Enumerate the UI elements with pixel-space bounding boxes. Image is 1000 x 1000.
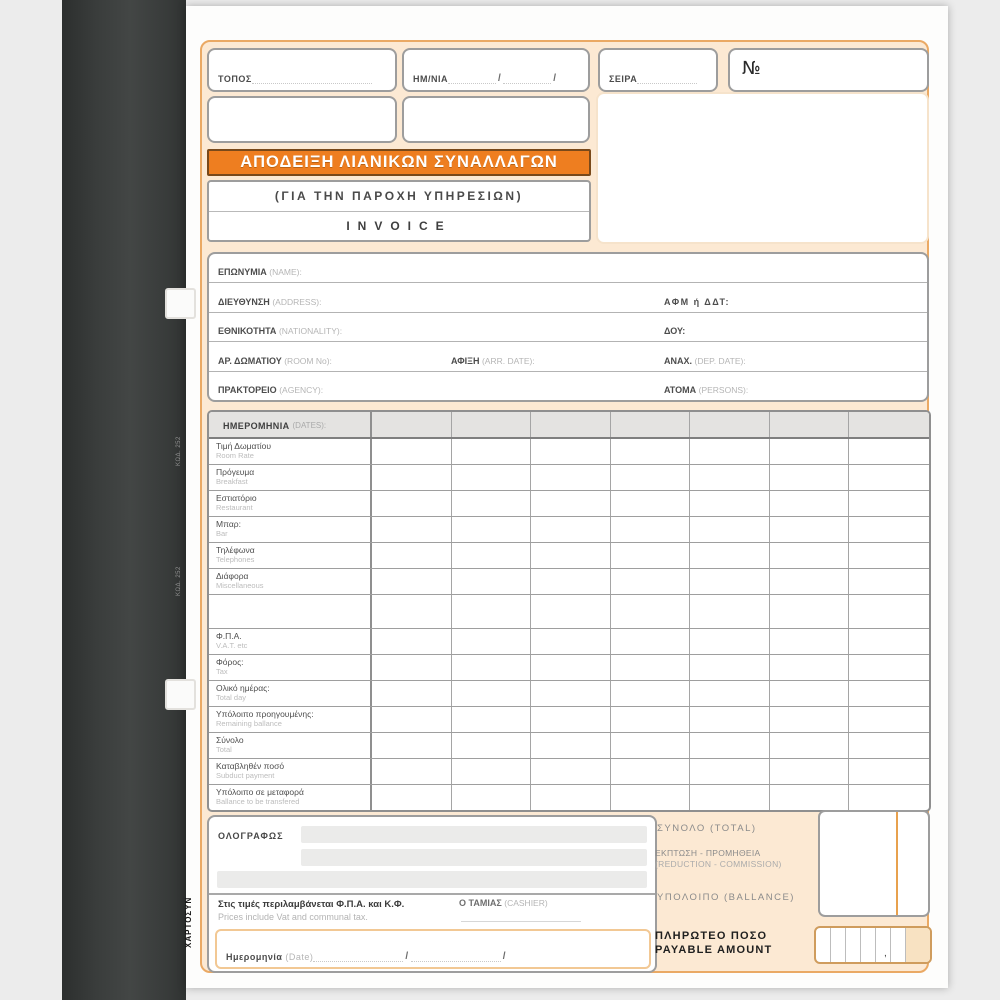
- series-field-box[interactable]: [598, 48, 718, 92]
- date-column-header[interactable]: [611, 412, 691, 437]
- reduction-label-en: (REDUCTION - COMMISSION): [655, 859, 782, 869]
- tax-note-english: Prices include Vat and communal tax.: [218, 912, 368, 922]
- table-cell[interactable]: [531, 707, 611, 732]
- payable-decimal-mark: ,: [884, 948, 887, 959]
- table-row: [209, 569, 929, 595]
- table-cell[interactable]: [531, 629, 611, 654]
- table-cell[interactable]: [611, 629, 691, 654]
- table-cell[interactable]: [770, 595, 850, 629]
- payable-digit-cell[interactable]: [831, 928, 846, 962]
- info-row-room[interactable]: ΑΡ. ΔΩΜΑΤΙΟΥ (ROOM No): ΑΦΙΞΗ (ARR. DATE): ΑΝΑΧ. (DEP. DATE):: [209, 342, 927, 371]
- margin-note-top: ΚΩΔ. 252: [176, 436, 182, 466]
- in-words-line[interactable]: [217, 871, 647, 888]
- date-label: ΗΜ/ΝΙΑ: [413, 74, 448, 84]
- blank-field-box-2[interactable]: [402, 96, 590, 143]
- blank-field-box-1[interactable]: [207, 96, 397, 143]
- tax-note-greek: Στις τιμές περιλαμβάνεται Φ.Π.Α. και Κ.Φ.: [218, 899, 405, 910]
- table-cell[interactable]: [531, 785, 611, 810]
- table-row: [209, 517, 929, 543]
- table-cell[interactable]: [531, 439, 611, 464]
- table-cell[interactable]: [849, 707, 929, 732]
- table-cell[interactable]: [849, 569, 929, 594]
- decimal-guide-line: [896, 812, 898, 847]
- table-cell[interactable]: [531, 517, 611, 542]
- table-cell[interactable]: [531, 465, 611, 490]
- table-cell[interactable]: [770, 655, 850, 680]
- table-cell[interactable]: [452, 439, 532, 464]
- table-cell[interactable]: [690, 595, 770, 629]
- table-cell[interactable]: [690, 569, 770, 594]
- table-cell[interactable]: [770, 707, 850, 732]
- table-cell[interactable]: [849, 543, 929, 568]
- table-cell[interactable]: [372, 595, 452, 629]
- row-label: Πρόγευμα Breakfast: [209, 465, 372, 490]
- table-cell[interactable]: [770, 759, 850, 784]
- series-label: ΣΕΙΡΑ: [609, 74, 638, 84]
- table-cell[interactable]: [611, 439, 691, 464]
- subtitle-services: (ΓΙΑ ΤΗΝ ΠΑΡΟΧΗ ΥΠΗΡΕΣΙΩΝ): [209, 182, 589, 212]
- table-cell[interactable]: [452, 733, 532, 758]
- payable-digit-cell[interactable]: [846, 928, 861, 962]
- table-cell[interactable]: [770, 733, 850, 758]
- table-cell[interactable]: [452, 595, 532, 629]
- numero-symbol: №: [742, 58, 761, 79]
- table-cell[interactable]: [372, 517, 452, 542]
- table-cell[interactable]: [611, 785, 691, 810]
- table-cell[interactable]: [690, 543, 770, 568]
- table-cell[interactable]: [611, 569, 691, 594]
- table-cell[interactable]: [690, 785, 770, 810]
- table-cell[interactable]: [849, 655, 929, 680]
- number-field-box[interactable]: [728, 48, 929, 92]
- table-cell[interactable]: [531, 733, 611, 758]
- table-row: [209, 733, 929, 759]
- date-column-header[interactable]: [452, 412, 532, 437]
- row-label: Διάφορα Miscellaneous: [209, 569, 372, 594]
- table-cell[interactable]: [849, 733, 929, 758]
- table-cell[interactable]: [849, 681, 929, 706]
- persons-label: ΑΤΟΜΑ: [664, 385, 697, 396]
- row-label: Εστιατόριο Restaurant: [209, 491, 372, 516]
- reduction-label: ΕΚΠΤΩΣΗ - ΠΡΟΜΗΘΕΙΑ: [655, 848, 761, 858]
- table-cell[interactable]: [372, 465, 452, 490]
- table-cell[interactable]: [690, 491, 770, 516]
- table-cell[interactable]: [849, 629, 929, 654]
- table-row: [209, 785, 929, 810]
- agency-label: ΠΡΑΚΤΟΡΕΙΟ: [218, 385, 277, 396]
- place-label: ΤΟΠΟΣ: [218, 74, 252, 84]
- amount-in-words-box: ΟΛΟΓΡΑΦΩΣ Στις τιμές περιλαμβάνεται Φ.Π.Α. και Κ.Φ. Prices include Vat and communal tax. Ο ΤΑΜΙΑΣ (CASHIER) Ημερομηνία (Date) / /: [207, 815, 657, 973]
- in-words-label: ΟΛΟΓΡΑΦΩΣ: [218, 831, 284, 841]
- table-cell[interactable]: [611, 681, 691, 706]
- table-cell[interactable]: [452, 543, 532, 568]
- payable-amount-box[interactable]: [814, 926, 932, 964]
- table-cell[interactable]: [372, 785, 452, 810]
- table-row: [209, 629, 929, 655]
- table-cell[interactable]: [849, 595, 929, 629]
- table-cell[interactable]: [452, 629, 532, 654]
- table-cell[interactable]: [611, 707, 691, 732]
- table-cell[interactable]: [452, 569, 532, 594]
- table-cell[interactable]: [531, 655, 611, 680]
- table-cell[interactable]: [690, 465, 770, 490]
- row-label: Σύνολο Total: [209, 733, 372, 758]
- date-column-header[interactable]: [770, 412, 850, 437]
- table-cell[interactable]: [611, 465, 691, 490]
- table-cell[interactable]: [372, 629, 452, 654]
- date-field-box[interactable]: [402, 48, 590, 92]
- room-no-label: ΑΡ. ΔΩΜΑΤΙΟΥ: [218, 355, 282, 366]
- table-cell[interactable]: [849, 465, 929, 490]
- total-value-box[interactable]: [818, 810, 930, 849]
- date-column-header[interactable]: [690, 412, 770, 437]
- table-cell[interactable]: [849, 759, 929, 784]
- table-cell[interactable]: [531, 543, 611, 568]
- table-cell[interactable]: [611, 733, 691, 758]
- row-label: Τιμή Δωματίου Room Rate: [209, 439, 372, 464]
- table-cell[interactable]: [611, 543, 691, 568]
- nationality-label: ΕΘΝΙΚΟΤΗΤΑ: [218, 326, 277, 337]
- table-cell[interactable]: [452, 759, 532, 784]
- date-column-header[interactable]: [531, 412, 611, 437]
- arrival-label: ΑΦΙΞΗ: [451, 355, 480, 366]
- table-cell[interactable]: [690, 759, 770, 784]
- table-header-row: [209, 412, 929, 439]
- row-label: Φόρος: Tax: [209, 655, 372, 680]
- table-cell[interactable]: [372, 569, 452, 594]
- table-cell[interactable]: [452, 491, 532, 516]
- charges-table: [207, 410, 931, 812]
- table-cell[interactable]: [770, 569, 850, 594]
- table-cell[interactable]: [770, 517, 850, 542]
- date-slash-2: /: [553, 73, 557, 84]
- row-label: Καταβληθέν ποσό Subduct payment: [209, 759, 372, 784]
- table-cell[interactable]: [452, 517, 532, 542]
- address-label: ΔΙΕΥΘΥΝΣΗ: [218, 296, 270, 307]
- invoice-form: [200, 40, 929, 973]
- table-cell[interactable]: [770, 439, 850, 464]
- place-field-box[interactable]: [207, 48, 397, 92]
- row-label: Υπόλοιπο προηγουμένης: Remaining ballance: [209, 707, 372, 732]
- payable-amount-label: ΠΛΗΡΩΤΕΟ ΠΟΣΟ: [655, 930, 768, 942]
- issue-date-label: Ημερομηνία: [226, 952, 283, 962]
- table-cell[interactable]: [770, 681, 850, 706]
- table-row: [209, 655, 929, 681]
- footer-divider: [209, 893, 655, 895]
- decimal-guide-line: [896, 847, 898, 882]
- date-column-header[interactable]: [849, 412, 929, 437]
- total-label: ΣΥΝΟΛΟ (ΤΟΤΑL): [657, 823, 757, 834]
- table-cell[interactable]: [531, 595, 611, 629]
- row-label: Υπόλοιπο σε μεταφορά Ballance to be transfered: [209, 785, 372, 810]
- table-cell[interactable]: [372, 759, 452, 784]
- balance-label: ΥΠΟΛΟΙΠΟ (BALLANCE): [657, 892, 795, 903]
- payable-digit-cell[interactable]: [816, 928, 831, 962]
- table-cell[interactable]: [690, 439, 770, 464]
- info-row-agency[interactable]: ΠΡΑΚΤΟΡΕΙΟ (AGENCY): ΑΤΟΜΑ (PERSONS):: [218, 385, 749, 396]
- book-binding-strip: [62, 0, 186, 1000]
- cashier-signature-line: [461, 921, 581, 922]
- place-fill-line: [252, 75, 372, 84]
- table-cell[interactable]: [690, 681, 770, 706]
- table-cell[interactable]: [611, 491, 691, 516]
- table-cell[interactable]: [452, 785, 532, 810]
- subtitle-invoice: INVOICE: [346, 218, 452, 233]
- issue-date-slash: /: [405, 951, 409, 962]
- table-cell[interactable]: [531, 681, 611, 706]
- table-cell[interactable]: [611, 655, 691, 680]
- issue-date-slash: /: [502, 951, 506, 962]
- date-column-header[interactable]: [372, 412, 452, 437]
- table-cell[interactable]: [770, 543, 850, 568]
- table-cell[interactable]: [372, 439, 452, 464]
- table-cell[interactable]: [770, 629, 850, 654]
- reduction-value-box[interactable]: [818, 847, 930, 884]
- tax-office-label: ΔΟΥ:: [664, 326, 686, 337]
- table-cell[interactable]: [770, 491, 850, 516]
- brand-vertical-text: ΧΑΡΤΟΣΥΝ: [184, 896, 193, 948]
- row-label: [209, 595, 372, 629]
- table-cell[interactable]: [372, 543, 452, 568]
- table-cell[interactable]: [770, 785, 850, 810]
- table-cell[interactable]: [849, 785, 929, 810]
- payable-digit-cell[interactable]: [906, 928, 930, 962]
- table-cell[interactable]: [372, 655, 452, 680]
- table-cell[interactable]: [452, 681, 532, 706]
- table-cell[interactable]: [770, 465, 850, 490]
- balance-value-box[interactable]: [818, 882, 930, 917]
- dates-header-label: ΗΜΕΡΟΜΗΝΙΑ: [223, 420, 290, 431]
- table-cell[interactable]: [690, 655, 770, 680]
- departure-label: ΑΝΑΧ.: [664, 355, 693, 366]
- payable-amount-label-en: PAYABLE AMOUNT: [655, 944, 773, 956]
- row-label: Φ.Π.Α. V.A.T. etc: [209, 629, 372, 654]
- table-cell[interactable]: [531, 491, 611, 516]
- table-cell[interactable]: [372, 733, 452, 758]
- table-cell[interactable]: [531, 759, 611, 784]
- table-cell[interactable]: [611, 595, 691, 629]
- row-label: Τηλέφωνα Telephones: [209, 543, 372, 568]
- vat-id-label: ΑΦΜ ή ΔΔΤ:: [664, 296, 731, 307]
- in-words-line[interactable]: [301, 826, 647, 843]
- table-row: [209, 707, 929, 733]
- table-cell[interactable]: [372, 707, 452, 732]
- info-row-name[interactable]: ΕΠΩΝΥΜΙΑ (NAME):: [209, 254, 927, 283]
- table-cell[interactable]: [611, 759, 691, 784]
- margin-note-mid: ΚΩΔ. 252: [176, 566, 182, 596]
- date-slash-1: /: [498, 73, 502, 84]
- table-cell[interactable]: [611, 517, 691, 542]
- table-cell[interactable]: [372, 681, 452, 706]
- table-row: [209, 491, 929, 517]
- table-cell[interactable]: [452, 465, 532, 490]
- table-cell[interactable]: [531, 569, 611, 594]
- row-label: Μπαρ: Bar: [209, 517, 372, 542]
- table-row: [209, 759, 929, 785]
- name-label: ΕΠΩΝΥΜΙΑ: [218, 267, 267, 278]
- table-cell[interactable]: [452, 655, 532, 680]
- registration-mark-bottom: [165, 679, 196, 710]
- table-cell[interactable]: [849, 491, 929, 516]
- table-row: [209, 465, 929, 491]
- row-label: Ολικό ημέρας: Total day: [209, 681, 372, 706]
- payable-digit-cell[interactable]: [861, 928, 876, 962]
- table-cell[interactable]: [452, 707, 532, 732]
- company-stamp-area[interactable]: [596, 92, 929, 244]
- table-cell[interactable]: [690, 733, 770, 758]
- cashier-label: Ο ΤΑΜΙΑΣ: [459, 898, 502, 908]
- table-row: [209, 543, 929, 569]
- in-words-line[interactable]: [301, 849, 647, 866]
- table-cell[interactable]: [849, 517, 929, 542]
- registration-mark-top: [165, 288, 196, 319]
- table-row: [209, 595, 929, 630]
- issue-date-box[interactable]: Ημερομηνία (Date) / /: [215, 929, 651, 969]
- table-cell[interactable]: [690, 707, 770, 732]
- form-title-banner: ΑΠΟΔΕΙΞΗ ΛΙΑΝΙΚΩΝ ΣΥΝΑΛΛΑΓΩΝ: [207, 149, 591, 176]
- dates-header-cell: ΗΜΕΡΟΜΗΝΙΑ (DATES):: [209, 412, 372, 437]
- info-row-nationality[interactable]: ΕΘΝΙΚΟΤΗΤΑ (NATIONALITY): ΔΟΥ:: [209, 313, 927, 342]
- decimal-guide-line: [896, 882, 898, 915]
- table-cell[interactable]: [849, 439, 929, 464]
- table-cell[interactable]: [690, 629, 770, 654]
- table-row: [209, 681, 929, 707]
- info-row-address[interactable]: ΔΙΕΥΘΥΝΣΗ (ADDRESS): ΑΦΜ ή ΔΔΤ:: [209, 283, 927, 312]
- table-row: [209, 439, 929, 465]
- table-cell[interactable]: [372, 491, 452, 516]
- form-subtitle-box: [207, 180, 591, 242]
- customer-info-box: [207, 252, 929, 402]
- table-cell[interactable]: [690, 517, 770, 542]
